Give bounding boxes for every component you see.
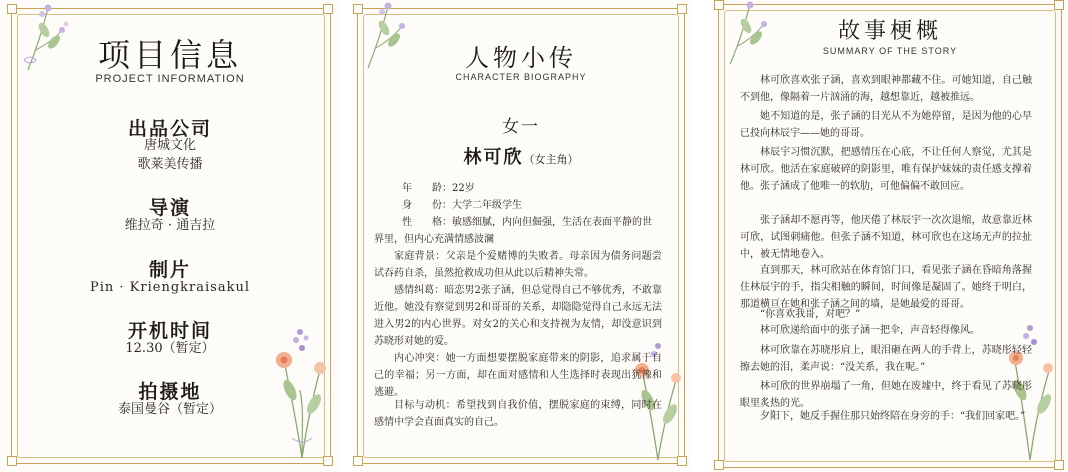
summary-paragraph: 直到那天，林可欣站在体育馆门口，看见张子涵在昏暗角落握住林辰宇的手，指尖相触的瞬间，时间像是凝固了。她终于明白，那道横亘在她和张子涵之间的墙，是她最爱的哥哥。 (740, 265, 1032, 310)
page-subtitle: SUMMARY OF THE STORY (822, 46, 958, 56)
section-value: 维拉奇 · 通吉拉 (124, 218, 216, 233)
summary-paragraph: “你喜欢我哥，对吧？” (760, 309, 861, 320)
summary-paragraph: 林可欣喜欢张子涵，喜欢到眼神都藏不住。可她知道，自己触不到他，像隔着一片汹涌的海，越想靠近，越被推远。 (740, 75, 1032, 103)
section-value: 歌莱美传播 (137, 157, 203, 172)
section-heading: 导演 (148, 197, 191, 219)
character-role: 女一 (502, 117, 540, 137)
personality-line: 性 格：敏感细腻，内向但倔强，生活在表面平静的世 (402, 217, 652, 228)
frame-corner (1054, 0, 1064, 10)
identity-row (402, 197, 522, 214)
frame-corner (323, 4, 333, 14)
frame-corner (714, 460, 724, 470)
summary-paragraph: 张子涵却不愿再等，他厌倦了林辰宇一次次退缩，故意靠近林可欣，试图刺痛他。但张子涵不知道，林可欣也在这场无声的拉扯中，被无情地卷入。 (740, 215, 1032, 260)
personality-line: 界里，但内心充满情感波澜 (374, 234, 494, 245)
summary-paragraph: 林辰宇习惯沉默，把感情压在心底，不让任何人察觉，尤其是林可欣。他活在家庭破碎的阴影里，唯有保护妹妹的责任感支撑着他。张子涵成了他唯一的软肋，可他偏偏不敢回应。 (740, 147, 1032, 192)
character-name: 林可欣 (463, 147, 524, 168)
page-subtitle: CHARACTER BIOGRAPHY (455, 72, 587, 82)
section-heading: 拍摄地 (138, 381, 202, 403)
summary-paragraph: 她不知道的是，张子涵的目光从不为她停留，是因为他的心早已投向林辰宇——她的哥哥。 (740, 111, 1032, 139)
summary-paragraph: 林可欣的世界崩塌了一角，但她在废墟中，终于看见了苏晓彤眼里炙热的光。 (740, 381, 1032, 409)
section-value: Pin · Kriengkraisakul (90, 280, 250, 295)
age-row (402, 180, 475, 197)
page-title: 人物小传 (465, 44, 577, 72)
character-name-line (352, 143, 690, 169)
section-value: 泰国曼谷（暂定） (117, 402, 222, 417)
section-heading: 出品公司 (127, 118, 212, 140)
frame-corner (677, 4, 687, 14)
section-heading: 制片 (148, 259, 191, 281)
section-value: 唐城文化 (143, 138, 196, 153)
frame-corner (353, 456, 363, 466)
motivation-paragraph: 目标与动机：希望找到自我价值，摆脱家庭的束缚，同时在感情中学会直面真实的自己。 (374, 400, 662, 428)
frame-corner (7, 4, 17, 14)
project-info-panel (0, 0, 340, 472)
romance-paragraph: 感情纠葛：暗恋男2张子涵，但总觉得自己不够优秀，不敢靠近他。她没有察觉到男2和哥哥的关系，却隐隐觉得自己永远无法进入男2的内心世界。对女2的关心和支持视为友情，却没意识到苏晓形对她的爱。 (374, 285, 662, 347)
age-value: 22岁 (452, 183, 475, 194)
section-heading: 开机时间 (127, 320, 212, 342)
summary-paragraph: 林可欣靠在苏晓彤肩上，眼泪砸在两人的手背上，苏晓彤轻轻擦去她的泪，柔声说：“没关系，我在呢。” (740, 345, 1032, 373)
page-subtitle: PROJECT INFORMATION (95, 73, 245, 85)
section-value: 12.30（暂定） (125, 341, 215, 356)
conflict-paragraph: 内心冲突：她一方面想要摆脱家庭带来的阴影，追求属于自己的幸福；另一方面，却在面对感情和人生选择时表现出犹豫和逃避。 (374, 353, 662, 398)
identity-label: 身 份： (402, 200, 452, 211)
summary-paragraph: 林可欣递给面中的张子涵一把伞，声音轻得像风。 (760, 325, 980, 336)
summary-paragraph: 夕阳下，她反手握住那只始终陪在身旁的手：“我们回家吧。” (760, 411, 1026, 422)
page-title: 项目信息 (97, 36, 242, 74)
character-name-note: （女主角） (523, 153, 579, 166)
family-paragraph: 家庭背景：父亲是个爱赌博的失败者。母亲因为债务问题尝试吞药自杀，虽然抢救成功但从此以后精神失常。 (374, 251, 662, 279)
story-summary-panel (712, 0, 1068, 472)
character-bio-panel (352, 0, 690, 472)
page-title: 故事梗概 (837, 19, 942, 44)
identity-value: 大学二年级学生 (452, 200, 522, 211)
age-label: 年 龄： (402, 183, 452, 194)
frame-corner (7, 456, 17, 466)
